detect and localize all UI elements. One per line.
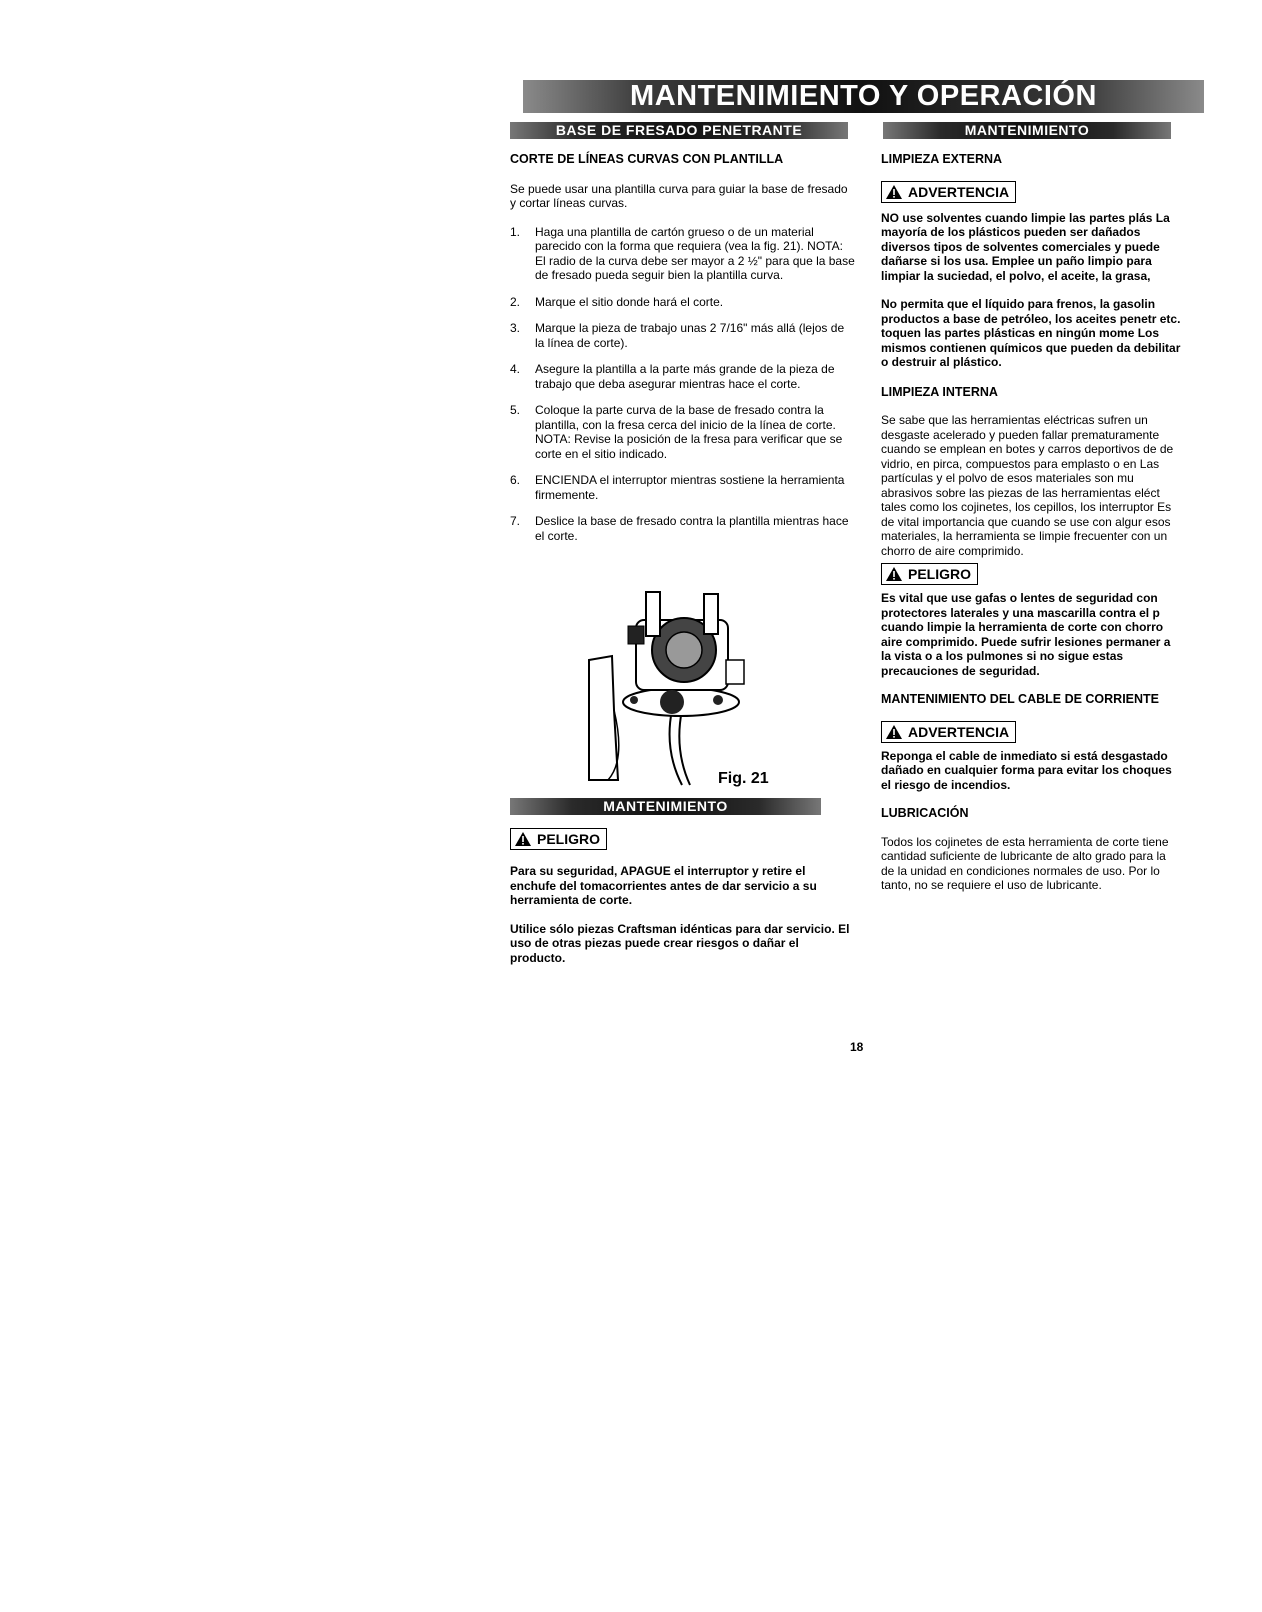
section-title-mantenimiento-left: MANTENIMIENTO bbox=[510, 798, 821, 815]
section-title-base-fresado: BASE DE FRESADO PENETRANTE bbox=[510, 122, 848, 139]
list-item: 2. Marque el sitio donde hará el corte. bbox=[510, 294, 724, 309]
heading-limpieza-interna: LIMPIEZA INTERNA bbox=[881, 384, 998, 399]
intro-paragraph: Se puede usar una plantilla curva para guiar la base de fresado y cortar líneas curvas. bbox=[510, 181, 848, 210]
danger-right-text: Es vital que use gafas o lentes de seguridad con protectores laterales y una mascarilla contra el p cuando limpie la herramienta de corte con chorro aire comprimido. Puede sufrir lesiones permaner a la vista o a los pulmones si no sigue estas precauciones de seguridad. bbox=[881, 591, 1171, 678]
warning-box-1: ADVERTENCIA bbox=[881, 181, 1016, 203]
list-item: 1. Haga una plantilla de cartón grueso o de un material parecido con la forma que requiera (vea la fig. 21). NOTA: El radio de la curva debe ser mayor a 2 ½" para que la base de fresado pueda seguir bien la plantilla curva. bbox=[510, 224, 855, 282]
router-template-illustration bbox=[586, 590, 776, 790]
heading-limpieza-externa: LIMPIEZA EXTERNA bbox=[881, 152, 1003, 166]
warning-icon bbox=[886, 185, 902, 199]
list-item: 6. ENCIENDA el interruptor mientras sostiene la herramienta firmemente. bbox=[510, 473, 845, 502]
warning-icon bbox=[515, 832, 531, 846]
danger-box: PELIGRO bbox=[510, 828, 607, 850]
warning-icon bbox=[886, 567, 902, 581]
left-maintenance bbox=[510, 828, 850, 965]
warning-2-text: Reponga el cable de inmediato si está desgastado dañado en cualquier forma para evitar los choques el riesgo de incendios. bbox=[881, 748, 1172, 792]
figure-label: Fig. 21 bbox=[718, 770, 769, 787]
list-item: 3. Marque la pieza de trabajo unas 2 7/16" más allá (lejos de la línea de corte). bbox=[510, 321, 845, 350]
warning-icon bbox=[886, 725, 902, 739]
section-title-mantenimiento-right: MANTENIMIENTO bbox=[883, 122, 1171, 139]
heading-lubricacion: LUBRICACIÓN bbox=[881, 806, 969, 820]
page-title: MANTENIMIENTO Y OPERACIÓN bbox=[523, 80, 1204, 113]
heading-corte-curvas: CORTE DE LÍNEAS CURVAS CON PLANTILLA bbox=[510, 152, 784, 166]
page-number: 18 bbox=[850, 1040, 864, 1054]
list-item: 5. Coloque la parte curva de la base de fresado contra la plantilla, con la fresa cerca del inicio de la línea de corte. NOTA: Revise la posición de la fresa para verificar que se corte en el sitio indicado. bbox=[510, 403, 843, 461]
parts-text: Utilice sólo piezas Craftsman idénticas para dar servicio. El uso de otras piezas puede crear riesgos o dañar el producto. bbox=[510, 921, 850, 965]
internal-cleaning-text: Se sabe que las herramientas eléctricas sufren un desgaste acelerado y pueden fallar prematuramente cuando se emplean en botes y carros deportivos de de vidrio, en pirca, compuestos para emplasto o en Las partículas y el polvo de esos materiales son mu abrasivos sobre las piezas de las herramientas eléct tales como los cojinetes, los cepillos, los interruptor Es de vital importancia que cuando se use con algur esos materiales, la herramienta se limpie frecuenter con un chorro de aire comprimido. bbox=[881, 413, 1174, 558]
left-column bbox=[510, 152, 855, 555]
warning-box-2: ADVERTENCIA bbox=[881, 721, 1016, 743]
right-column bbox=[881, 152, 1181, 893]
lubrication-text: Todos los cojinetes de esta herramienta de corte tiene cantidad suficiente de lubricante de alto grado para la de la unidad en condiciones normales de uso. Por lo tanto, no se requiere el uso de lubricante. bbox=[881, 834, 1169, 892]
danger-box-right: PELIGRO bbox=[881, 563, 978, 585]
steps-list bbox=[510, 225, 855, 544]
fluids-text: No permita que el líquido para frenos, la gasolin productos a base de petróleo, los aceites penetr etc. toquen las partes plásticas en ningún mome Los mismos contienen químicos que pueden da debilitar o destruir al plástico. bbox=[881, 297, 1181, 369]
list-item: 4. Asegure la plantilla a la parte más grande de la pieza de trabajo que deba asegurar mientras hace el corte. bbox=[510, 362, 835, 391]
list-item: 7. Deslice la base de fresado contra la plantilla mientras hace el corte. bbox=[510, 514, 849, 543]
warning-1-text: NO use solventes cuando limpie las partes plás La mayoría de los plásticos pueden ser dañados diversos tipos de solventes comerciales y puede dañarse si los usa. Emplee un paño limpio para limpiar la suciedad, el polvo, el aceite, la grasa, bbox=[881, 210, 1170, 283]
danger-text: Para su seguridad, APAGUE el interruptor y retire el enchufe del tomacorrientes antes de dar servicio a su herramienta de corte. bbox=[510, 864, 817, 907]
heading-cable: MANTENIMIENTO DEL CABLE DE CORRIENTE bbox=[881, 692, 1160, 706]
